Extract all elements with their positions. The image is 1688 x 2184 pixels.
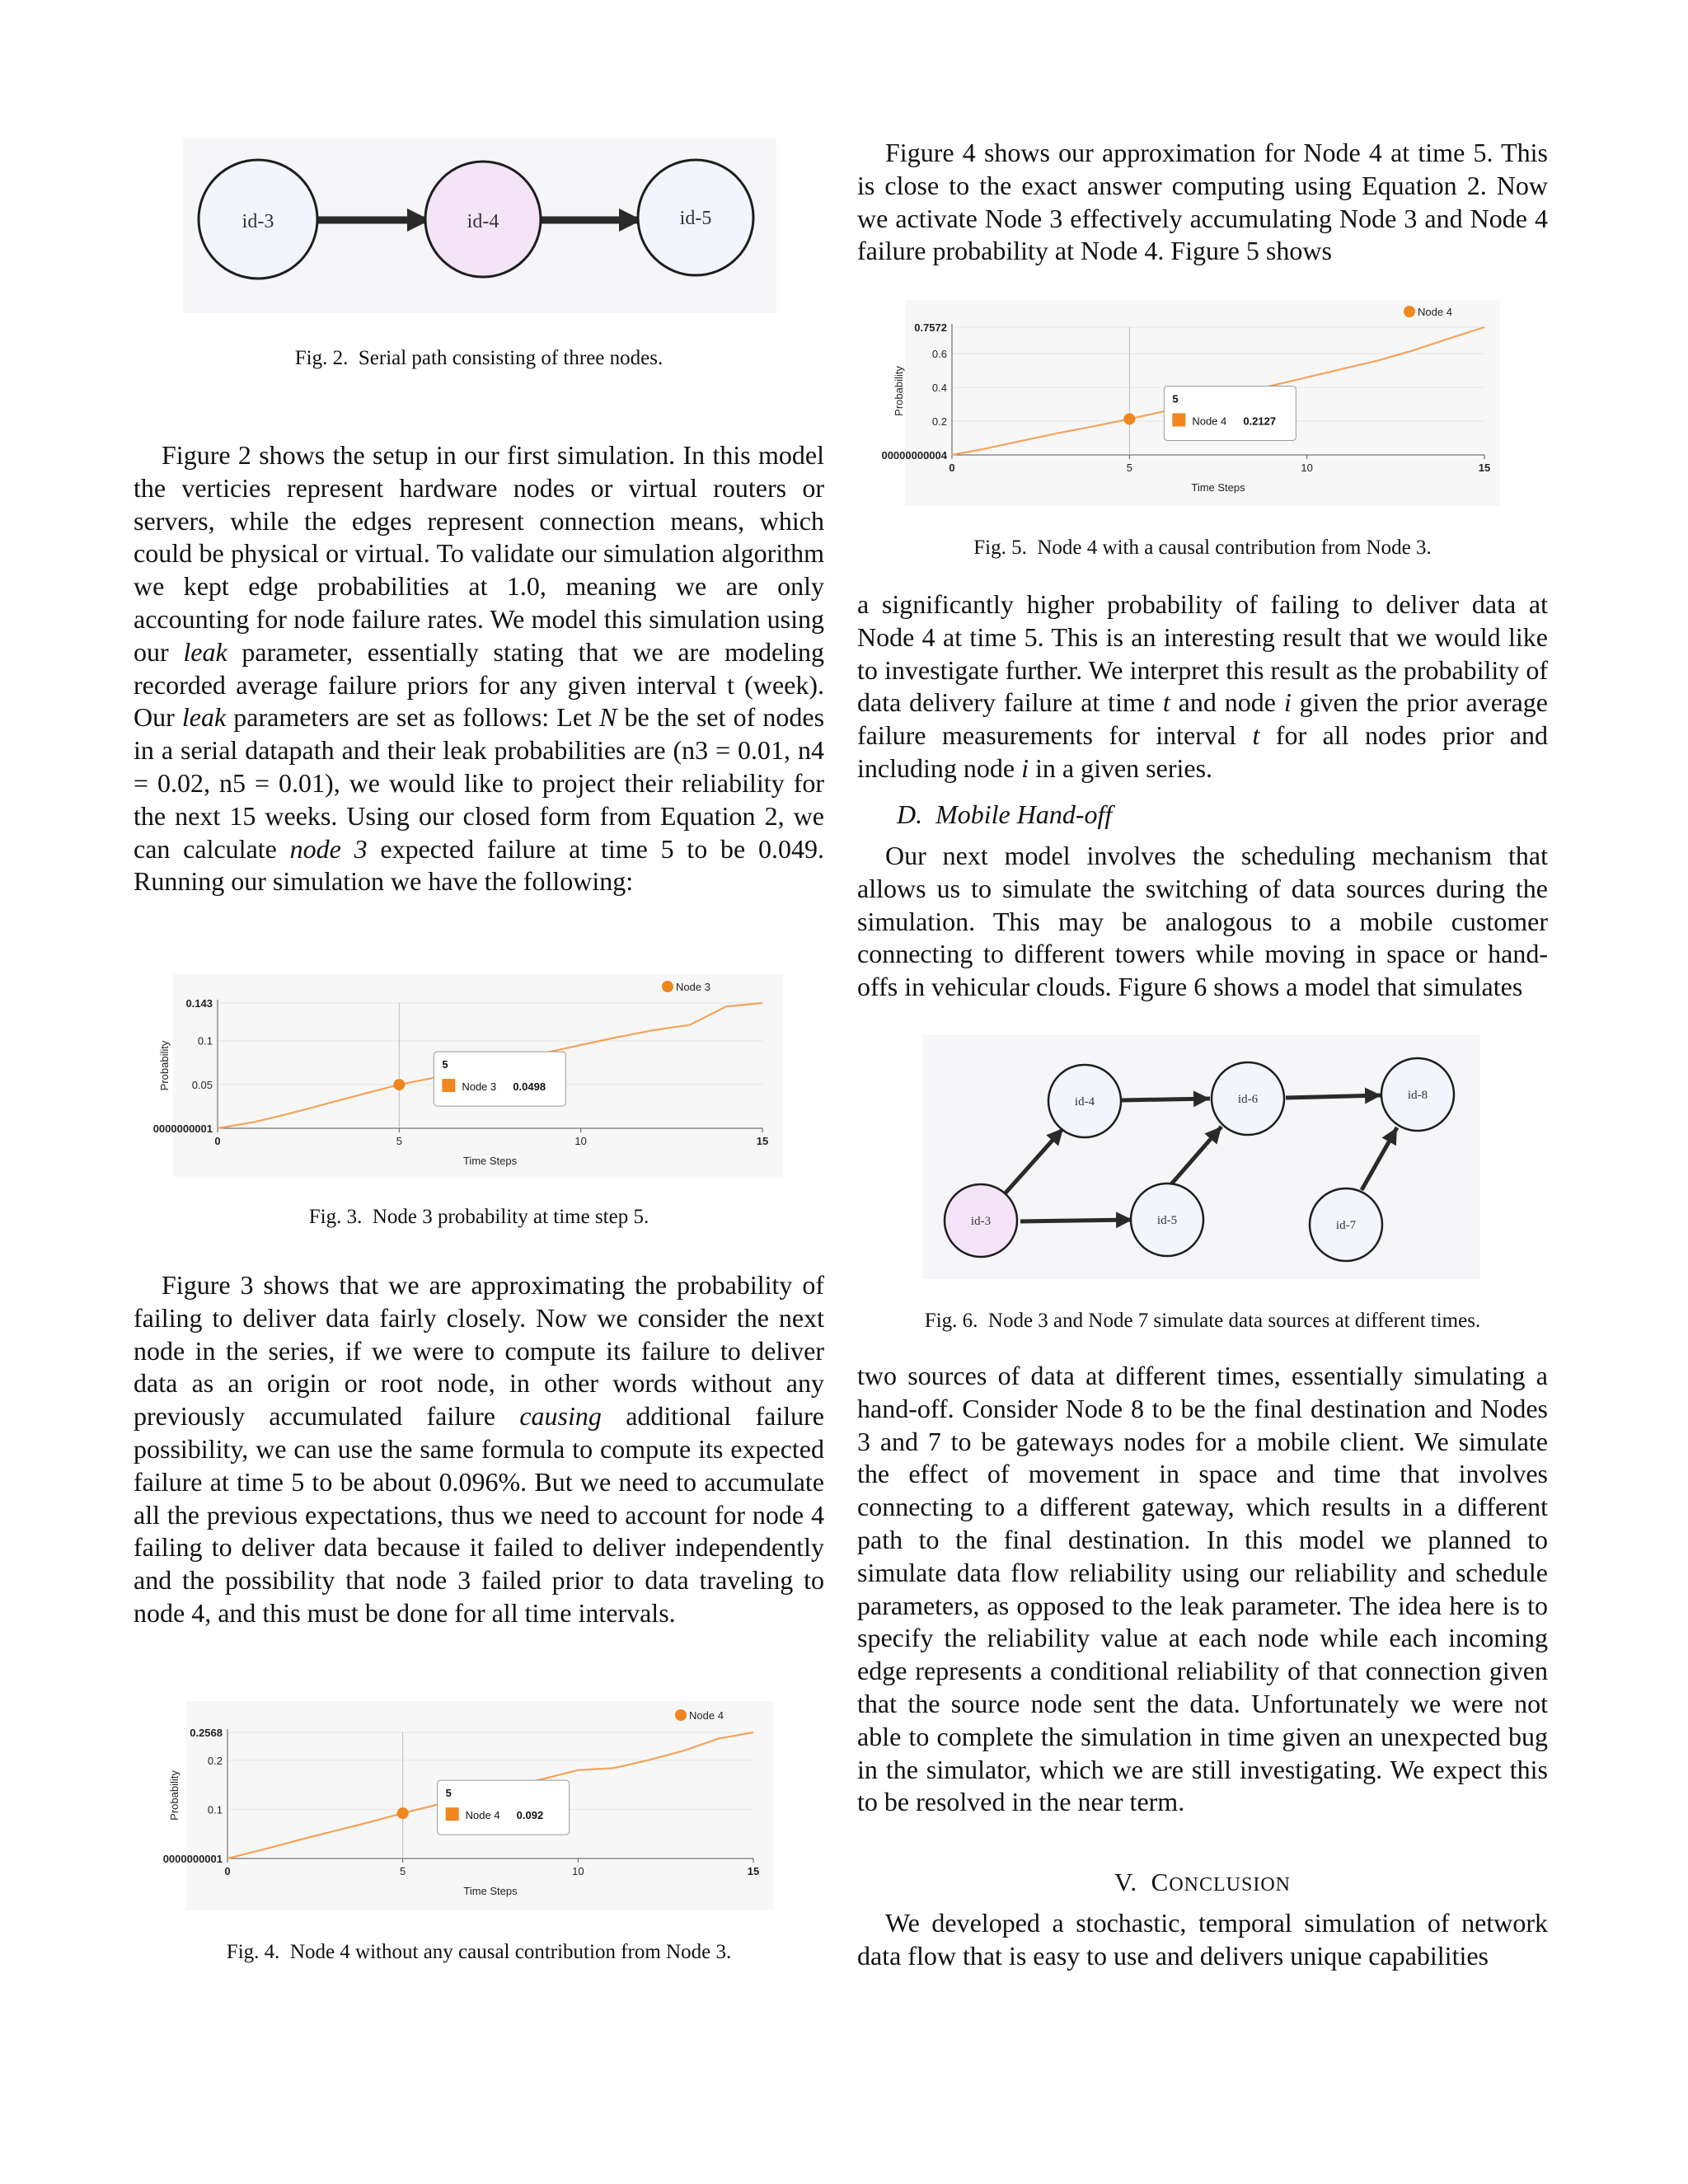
text-run: a significantly higher probability of failing to deliver data at Node 4 at time 5. This is an interesting result that we would like to investigate further. We interpret this result as the probability of data delivery failure at time <box>857 589 1548 718</box>
tooltip-box <box>1164 386 1296 440</box>
section-title-initial: C <box>1151 1868 1170 1896</box>
fig6-edge-5-6 <box>1170 1127 1221 1185</box>
fig4-caption: Fig. 4. Node 4 without any causal contribution from Node 3. <box>226 1941 732 1963</box>
fig6-edge-7-8 <box>1362 1127 1397 1190</box>
fig2-node-3 <box>199 160 317 279</box>
fig6-edge-4-6 <box>1121 1099 1210 1100</box>
x-axis-label: Time Steps <box>462 1155 518 1167</box>
text-run: in a given series. <box>1028 752 1213 783</box>
fig6-node-label: id-8 <box>1407 1089 1428 1102</box>
highlight-point <box>1123 413 1135 424</box>
legend-marker <box>662 981 673 992</box>
x-tick-label: 0 <box>949 462 955 474</box>
math-run: 1.0 <box>506 571 540 602</box>
fig6-edge-6-8 <box>1286 1095 1381 1098</box>
y-tick-label: 0.6 <box>931 348 947 361</box>
math-run: N <box>599 702 617 733</box>
fig4-chart <box>162 1701 773 1910</box>
y-tick-label: 0.143 <box>185 997 213 1010</box>
y-tick-label: 0000000001 <box>162 1853 223 1865</box>
fig6-node-label: id-6 <box>1237 1093 1259 1106</box>
y-tick-label: 0.2 <box>931 415 947 429</box>
fig3-caption: Fig. 3. Node 3 probability at time step 5. <box>308 1206 649 1228</box>
math-run: t <box>1162 687 1170 718</box>
para-fig2-intro <box>134 439 824 898</box>
y-tick-label: 0.1 <box>197 1034 213 1047</box>
tooltip-value: 0.0498 <box>513 1080 546 1094</box>
italic-run: causing <box>519 1401 602 1432</box>
text-run: parameter, essentially stating that we are modeling recorded average failure priors for any given interval t (week). Our <box>134 636 825 733</box>
tooltip-series: Node 3 <box>462 1080 497 1094</box>
y-axis-label: Probability <box>158 1040 171 1091</box>
fig2-node-label: id-4 <box>467 211 499 232</box>
y-tick-label: 0.4 <box>931 382 947 395</box>
tooltip-swatch <box>446 1807 459 1821</box>
y-tick-label: 0.1 <box>207 1803 223 1816</box>
italic-run: node 3 <box>289 833 368 864</box>
fig6-svg <box>923 1035 1480 1279</box>
para-fig3 <box>134 1269 824 1630</box>
highlight-point <box>393 1079 405 1090</box>
text-run: for all nodes prior and including node <box>857 720 1549 783</box>
math-run: 0.049 <box>758 833 818 864</box>
tooltip-value: 0.2127 <box>1243 415 1277 428</box>
tooltip-swatch <box>1172 413 1185 426</box>
fig2-caption: Fig. 2. Serial path consisting of three nodes. <box>294 347 663 369</box>
fig2-diagram <box>183 138 776 313</box>
para-fig4: Figure 4 shows our approximation for Node 4 at time 5. This is close to the exact answer computing using Equation 2. Now we activate Node 3 effectively accumulating Node 3 and Node 4 failure probability at Node 4. Figure 5 shows <box>857 138 1548 266</box>
text-run: parameters are set as follows: Let <box>226 702 600 733</box>
fig2-node-label: id-5 <box>679 208 712 229</box>
legend-marker <box>1404 306 1415 317</box>
text-run: , meaning we are only accounting for node failure rates. We model this simulation using our <box>134 571 825 667</box>
math-run: t <box>1252 720 1260 751</box>
fig6-node-label: id-5 <box>1156 1214 1178 1227</box>
y-tick-label: 0.2568 <box>190 1727 223 1739</box>
para-conclusion: We developed a stochastic, temporal simulation of network data flow that is easy to use and delivers unique capabilities <box>857 1908 1548 1971</box>
x-axis-label: Time Steps <box>1191 481 1245 494</box>
tooltip-value: 0.092 <box>516 1809 544 1822</box>
math-run: 0.096% <box>438 1466 521 1497</box>
tooltip-swatch <box>442 1079 455 1092</box>
tooltip-x-label: 5 <box>1172 392 1179 405</box>
y-tick-label: 0.05 <box>191 1078 213 1091</box>
fig6-diagram <box>923 1035 1480 1279</box>
math-run: i <box>1021 752 1029 783</box>
y-axis-label: Probability <box>168 1770 181 1821</box>
x-tick-label: 5 <box>1126 462 1132 474</box>
x-tick-label: 10 <box>574 1135 587 1147</box>
legend-marker <box>675 1709 687 1721</box>
text-run: given the prior average failure measurements for interval <box>857 687 1549 751</box>
x-tick-label: 15 <box>756 1135 769 1147</box>
tooltip-x-label: 5 <box>445 1787 452 1800</box>
text-run: . But we need to accumulate all the previous expectations, thus we need to account for node 4 failing to deliver data because it failed to deliver independently and the possibility that node 3 failed prior to data traveling to node 4, and this must be done for all time intervals. <box>134 1466 825 1628</box>
fig2-node-5 <box>638 160 753 275</box>
text-run: be the set of nodes in a serial datapath and their leak probabilities are (n3 = 0.01, n4 = 0.02, n5 = 0.01), we would like to project their reliability for the next 15 weeks. Using our closed form from Equation 2, we can calculate <box>134 702 825 864</box>
italic-run: leak <box>181 702 227 733</box>
x-tick-label: 10 <box>572 1865 584 1877</box>
tooltip-series: Node 4 <box>465 1809 500 1822</box>
para-fig6: two sources of data at different times, essentially simulating a hand-off. Consider Node 8 to be the final destination and Nodes 3 and 7 to be gateways nodes for a mobile client. We simulate the effect of movement in space and time that involves connecting to a different gateway, which results in a different path to the final destination. In this model we planned to simulate data flow reliability using our reliability and schedule parameters, as opposed to the leak parameter. The idea here is to specify the reliability value at each node while each incoming edge represents a conditional reliability of that connection given that the source node sent the data. Unfortunately we were not able to complete the simulation in time given an unexpected bug in the simulator, which we are still investigating. We expect this to be resolved in the near term. <box>857 1361 1548 1817</box>
highlight-point <box>397 1807 409 1819</box>
y-tick-label: 0.7572 <box>914 321 947 334</box>
text-run: additional failure possibility, we can use the same formula to compute its expected failure at time 5 to be about <box>134 1401 825 1497</box>
fig6-node-label: id-7 <box>1335 1219 1357 1232</box>
fig2-node-label: id-3 <box>241 211 274 232</box>
x-tick-label: 15 <box>747 1865 760 1877</box>
fig5-chart <box>881 300 1500 506</box>
fig2-node-4 <box>425 162 541 277</box>
y-tick-label: 0.2 <box>207 1754 223 1767</box>
x-tick-label: 5 <box>400 1865 406 1877</box>
text-run: . Running our simulation we have the following: <box>134 833 825 897</box>
section-v-heading <box>857 1866 1548 1901</box>
y-tick-label: 0000000001 <box>152 1122 213 1135</box>
para-fig5 <box>857 588 1548 785</box>
x-tick-label: 0 <box>214 1135 221 1147</box>
tooltip-x-label: 5 <box>442 1058 448 1071</box>
text-run: expected failure at time 5 to be <box>367 833 759 864</box>
fig6-caption: Fig. 6. Node 3 and Node 7 simulate data sources at different times. <box>924 1310 1481 1332</box>
text-run: and node <box>1170 687 1284 718</box>
section-title-rest: ONCLUSION <box>1169 1874 1291 1896</box>
fig4-chart-svg <box>162 1701 773 1910</box>
fig6-edge-3-4 <box>1001 1128 1063 1197</box>
y-tick-label: 00000000004 <box>881 449 947 462</box>
fig6-edge-3-5 <box>1020 1220 1132 1221</box>
legend-label: Node 4 <box>1418 306 1452 318</box>
x-axis-label: Time Steps <box>463 1885 518 1897</box>
x-tick-label: 0 <box>224 1865 231 1877</box>
math-run: i <box>1283 687 1292 718</box>
tooltip-series: Node 4 <box>1192 415 1227 428</box>
italic-run: leak <box>183 636 227 667</box>
text-run: Figure 2 shows the setup in our first simulation. In this model the verticies represent hardware nodes or virtual routers or servers, while the edges represent connection means, which could be physical or virtual. To validate our simulation algorithm we kept edge probabilities at <box>134 440 824 602</box>
legend-label: Node 4 <box>689 1709 724 1722</box>
fig6-node-label: id-3 <box>970 1215 992 1228</box>
y-axis-label: Probability <box>893 366 905 416</box>
para-mobile: Our next model involves the scheduling mechanism that allows us to simulate the switching of data sources during the simulation. This may be analogous to a mobile customer connecting to different towers while moving in space or hand-offs in vehicular clouds. Figure 6 shows a model that simulates <box>857 841 1548 1002</box>
x-tick-label: 15 <box>1478 462 1491 474</box>
x-tick-label: 10 <box>1301 462 1313 474</box>
tooltip-box <box>434 1052 565 1106</box>
section-d-heading: D. Mobile Hand-off <box>897 799 1113 829</box>
fig3-chart <box>152 974 783 1177</box>
legend-label: Node 3 <box>676 981 710 993</box>
text-run: Figure 3 shows that we are approximating the probability of failing to deliver data fairly closely. Now we consider the next node in the series, if we were to compute its failure to deliver data as an origin or root node, in other words without any previously accumulated failure <box>134 1270 824 1432</box>
fig6-node-label: id-4 <box>1074 1095 1095 1108</box>
fig5-caption: Fig. 5. Node 4 with a causal contribution from Node 3. <box>973 537 1432 559</box>
fig2-svg <box>183 138 776 313</box>
section-number: V. <box>1114 1868 1138 1896</box>
fig5-chart-svg <box>881 300 1500 506</box>
fig3-chart-svg <box>152 974 783 1177</box>
x-tick-label: 5 <box>396 1135 402 1147</box>
